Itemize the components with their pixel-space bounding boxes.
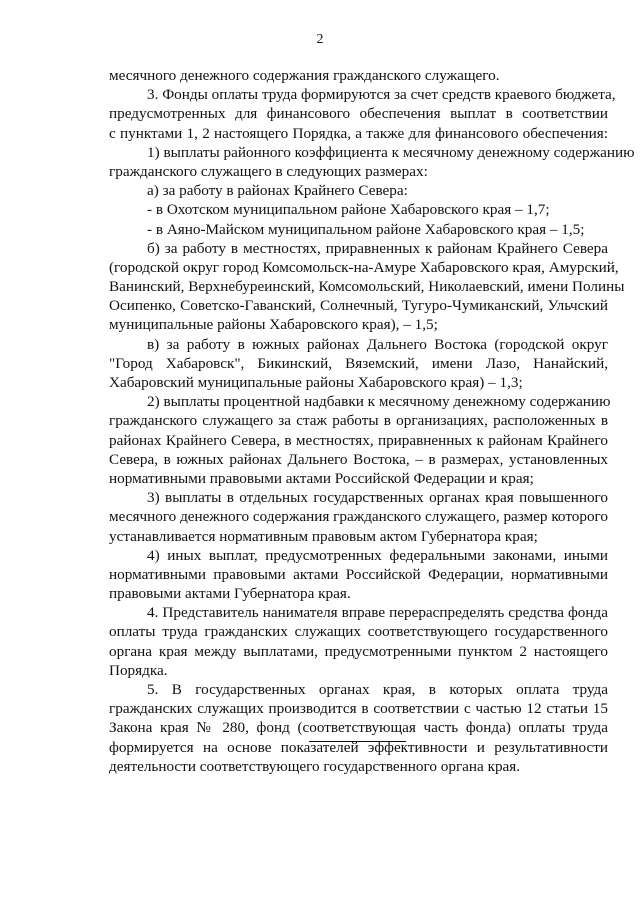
text-line: Закона края № 280, фонд (соответствующая часть фонда) оплаты труда bbox=[109, 719, 608, 737]
text-line: муниципальные районы Хабаровского края), – 1,5; bbox=[109, 316, 438, 334]
text-line: 3. Фонды оплаты труда формируются за счет средств краевого бюджета, bbox=[147, 86, 616, 104]
text-line: устанавливается нормативным правовым актом Губернатора края; bbox=[109, 527, 538, 545]
text-line: в) за работу в южных районах Дальнего Востока (городской округ bbox=[147, 335, 608, 353]
text-line: предусмотренных для финансового обеспечения выплат в соответствии bbox=[109, 105, 608, 123]
text-line: Севера, в южных районах Дальнего Востока, – в размерах, установленных bbox=[109, 450, 608, 468]
text-line: правовыми актами Губернатора края. bbox=[109, 585, 351, 603]
text-line: нормативными правовыми актами Российской Федерации и края; bbox=[109, 469, 534, 487]
text-line: формируется на основе показателей эффективности и результативности bbox=[109, 738, 608, 756]
text-line: Осипенко, Советско-Гаванский, Солнечный, Тугуро-Чумиканский, Ульчский bbox=[109, 297, 608, 315]
text-line: Хабаровский муниципальные районы Хабаровского края) – 1,3; bbox=[109, 374, 523, 391]
text-line: гражданского служащего в следующих размерах: bbox=[109, 162, 428, 180]
text-line: "Город Хабаровск", Бикинский, Вяземский, имени Лазо, Нанайский, bbox=[109, 354, 608, 372]
text-line: гражданских служащих производится в соответствии с частью 12 статьи 15 bbox=[109, 700, 608, 718]
text-line: органа края между выплатами, предусмотренными пунктом 2 настоящего bbox=[109, 642, 608, 660]
text-line: а) за работу в районах Крайнего Севера: bbox=[147, 182, 408, 200]
text-line: оплаты труда гражданских служащих соответствующего государственного bbox=[109, 623, 608, 641]
text-line: - в Аяно-Майском муниципальном районе Хабаровского края – 1,5; bbox=[147, 220, 585, 238]
text-line: Порядка. bbox=[109, 661, 168, 679]
closing-rule bbox=[309, 741, 406, 742]
text-line: б) за работу в местностях, приравненных к районам Крайнего Севера bbox=[147, 239, 608, 257]
text-line: - в Охотском муниципальном районе Хабаровского края – 1,7; bbox=[147, 201, 550, 219]
text-line: 2) выплаты процентной надбавки к месячному денежному содержанию bbox=[147, 393, 611, 411]
text-line: месячного денежного содержания гражданского служащего. bbox=[109, 67, 500, 84]
text-line: 5. В государственных органах края, в которых оплата труда bbox=[147, 681, 608, 698]
text-line: (городской округ город Комсомольск-на-Амуре Хабаровского края, Амурский, bbox=[109, 258, 619, 276]
text-line: месячного денежного содержания гражданского служащего, размер которого bbox=[109, 508, 608, 526]
text-line: нормативными правовыми актами Российской Федерации, нормативными bbox=[109, 565, 608, 583]
text-line: деятельности соответствующего государственного органа края. bbox=[109, 757, 521, 775]
document-body bbox=[109, 66, 635, 776]
text-line: с пунктами 1, 2 настоящего Порядка, а также для финансового обеспечения: bbox=[109, 124, 608, 142]
page-number: 2 bbox=[316, 32, 324, 47]
text-line: 4. Представитель нанимателя вправе перераспределять средства фонда bbox=[147, 604, 608, 622]
text-line: 4) иных выплат, предусмотренных федеральными законами, иными bbox=[147, 546, 608, 564]
text-line: Ванинский, Верхнебуреинский, Комсомольский, Николаевский, имени Полины bbox=[109, 278, 625, 296]
text-line: гражданского служащего за стаж работы в организациях, расположенных в bbox=[109, 412, 608, 430]
text-line: 1) выплаты районного коэффициента к месячному денежному содержанию bbox=[147, 143, 635, 161]
text-line: районах Крайнего Севера, в местностях, приравненных к районам Крайнего bbox=[109, 431, 608, 449]
text-line: 3) выплаты в отдельных государственных органах края повышенного bbox=[147, 489, 608, 507]
